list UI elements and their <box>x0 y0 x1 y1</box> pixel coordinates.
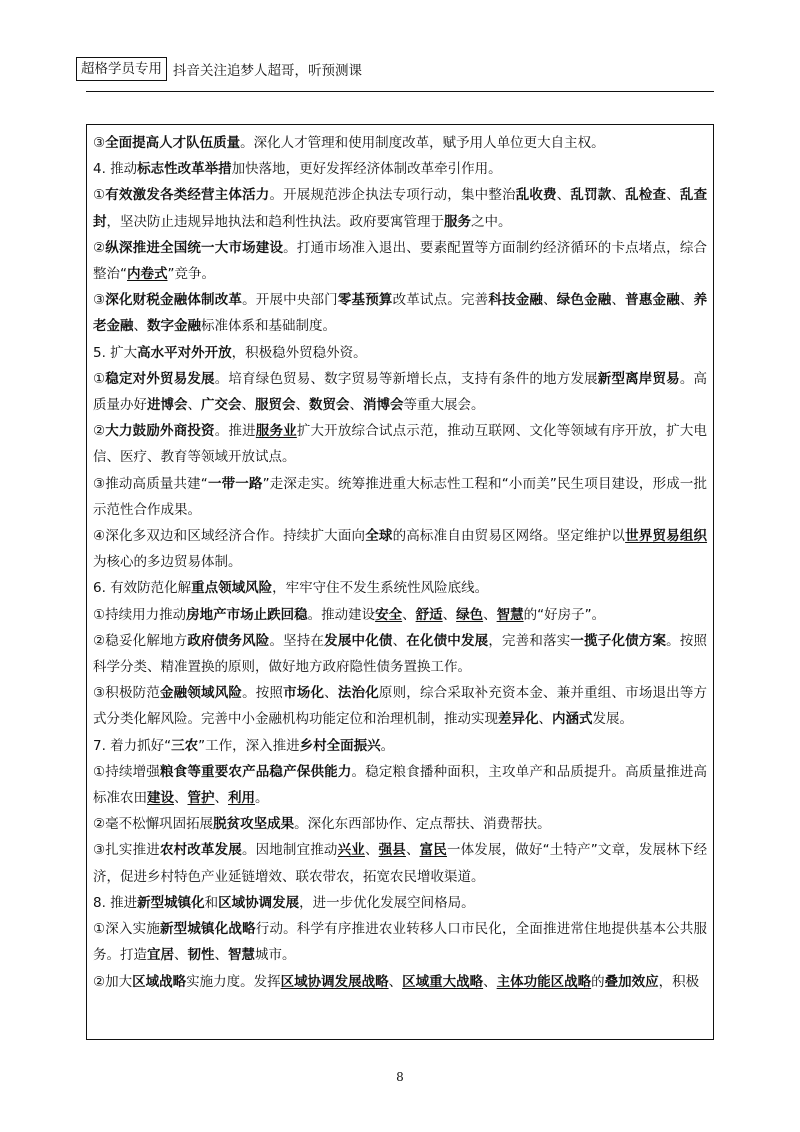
text-run: ② <box>93 423 106 440</box>
emphasis-underlined: 兴业 <box>337 842 365 859</box>
emphasis-bold: 数字金融 <box>147 318 201 335</box>
text-run: 实施力度。发挥 <box>186 973 281 990</box>
text-run: 原则，综合采取补充资本金、兼并重组、市场退出等方式分类化解风险。完善中小金融机构功能定位和治理机制，推动实现 <box>93 685 708 728</box>
paragraph <box>93 575 707 601</box>
text-run: 、 <box>402 606 416 623</box>
emphasis-bold <box>338 842 365 858</box>
text-run: 。培育绿色贸易、数字贸易等新增长点，支持有条件的地方发展 <box>214 370 598 387</box>
emphasis-bold: 法治化 <box>337 685 379 702</box>
text-run: 。高质量办好 <box>93 370 708 414</box>
emphasis-bold: 韧性 <box>187 947 215 964</box>
text-run: 发展。 <box>592 711 633 728</box>
text-run: 、 <box>556 187 571 204</box>
text-run: ②稳妥化解地方 <box>93 632 188 649</box>
text-run: 、 <box>324 685 338 702</box>
text-run: 、 <box>392 632 407 649</box>
text-run: 。 <box>380 737 395 754</box>
emphasis-bold: 三农 <box>171 737 199 754</box>
text-run: 、 <box>214 947 228 964</box>
emphasis-bold <box>127 266 168 282</box>
text-run: ② <box>93 239 106 256</box>
text-run: 、 <box>483 973 497 990</box>
emphasis-underlined: 管护 <box>187 790 215 807</box>
paragraph <box>93 235 707 287</box>
emphasis-bold: 零基预算 <box>337 292 393 309</box>
emphasis-bold: 广交会 <box>201 397 242 414</box>
text-run: 。稳定粮食播种面积，主攻单产和品质提升。高质量推进高标准农田 <box>93 763 707 807</box>
text-run: 加快落地，更好发挥经济体制改革牵引作用。 <box>231 161 502 178</box>
emphasis-bold: 大力鼓励外商投资 <box>105 423 215 440</box>
text-run: ，坚决防止违规异地执法和趋利性执法。政府要寓管理于 <box>106 213 444 230</box>
emphasis-underlined: 区域重大战略 <box>402 973 484 990</box>
paragraph <box>93 969 707 995</box>
emphasis-bold: 发展中化债 <box>324 632 393 649</box>
text-run: 。推动建设 <box>307 606 376 623</box>
emphasis-bold: 内涵式 <box>552 711 593 728</box>
text-run: 标准体系和基础制度。 <box>201 318 336 335</box>
emphasis-underlined: 建设 <box>147 790 174 807</box>
text-run: 。开展中央部门 <box>242 292 338 309</box>
emphasis-bold: 差异化 <box>498 711 539 728</box>
emphasis-bold: 深化财税金融体制改革 <box>105 292 243 309</box>
text-run: 8. 推进 <box>93 894 138 911</box>
paragraph <box>93 366 707 418</box>
emphasis-bold <box>375 607 402 623</box>
emphasis-underlined: 富民 <box>419 842 447 859</box>
text-run: 。打通市场准入退出、要素配置等方面制约经济循环的卡点堵点，综合整治“ <box>93 239 708 283</box>
emphasis-bold <box>416 607 443 623</box>
emphasis-bold: 乱罚款 <box>570 187 612 204</box>
emphasis-underlined: 世界贸易组织 <box>625 528 708 545</box>
emphasis-bold <box>147 790 174 806</box>
text-run: 。按照 <box>242 685 284 702</box>
emphasis-bold <box>379 842 406 858</box>
text-run: ，进一步优化发展空间格局。 <box>299 894 475 911</box>
paragraph <box>93 811 707 837</box>
emphasis-bold: 粮食等重要农产品稳产保供能力 <box>160 763 352 780</box>
paragraph <box>93 287 707 339</box>
text-run: ②毫不松懈巩固拓展 <box>93 816 214 833</box>
emphasis-underlined: 智慧 <box>496 606 524 623</box>
text-run: 等重大展会。 <box>403 397 485 414</box>
emphasis-underlined: 内卷式 <box>127 266 168 283</box>
emphasis-underlined: 服务业 <box>255 423 297 440</box>
text-run: 行动。科学有序推进农业转移人口市民化，全面推进常住地提供基本公共服务。打造 <box>93 921 708 964</box>
content-box <box>86 124 714 1040</box>
paragraph <box>93 340 707 366</box>
text-run: ①深入实施 <box>93 921 160 938</box>
emphasis-bold: 金融领域风险 <box>160 685 243 702</box>
emphasis-bold <box>456 607 483 623</box>
emphasis-bold <box>281 974 389 990</box>
emphasis-bold: 服贸会 <box>255 397 296 414</box>
paragraph <box>93 182 707 234</box>
emphasis-bold: 智慧 <box>228 947 255 964</box>
emphasis-bold: 科技金融 <box>488 292 544 309</box>
emphasis-bold: 宜居 <box>147 947 174 964</box>
page-header <box>76 56 362 82</box>
page-number: 8 <box>396 1070 404 1084</box>
text-run: ”走深走实。统筹推进重大标志性工程和“小而美”民生项目建设，形成一批示范性合作成果。 <box>93 475 708 518</box>
paragraph <box>93 837 707 889</box>
text-run: 、 <box>483 606 497 623</box>
text-run: 城市。 <box>255 947 296 964</box>
emphasis-bold <box>256 423 297 439</box>
text-run: ②加大 <box>93 973 133 990</box>
emphasis-bold: 数贸会 <box>309 397 350 414</box>
paragraph <box>93 680 707 732</box>
emphasis-bold: 新型城镇化 <box>137 894 205 911</box>
text-run: 5. 扩大 <box>93 344 138 361</box>
paragraph <box>93 759 707 811</box>
paragraph <box>93 471 707 523</box>
emphasis-bold: 高水平对外开放 <box>137 344 232 361</box>
text-run: 、 <box>174 947 188 964</box>
text-run: 6. 有效防范化解 <box>93 580 192 597</box>
emphasis-underlined: 利用 <box>228 790 255 807</box>
text-run: 4. 推动 <box>93 161 138 178</box>
text-run: ，牢牢守住不发生系统性风险底线。 <box>272 580 489 597</box>
text-run: 、 <box>214 790 228 807</box>
text-run: ③扎实推进 <box>93 842 160 859</box>
text-run: ①持续用力推动 <box>93 606 187 623</box>
emphasis-bold: 在化债中发展 <box>406 632 489 649</box>
paragraph <box>93 523 707 575</box>
text-run: 、 <box>666 187 680 204</box>
paragraph <box>93 890 707 916</box>
emphasis-bold: 消博会 <box>363 397 404 414</box>
emphasis-bold <box>228 790 255 806</box>
text-run: 扩大开放综合试点示范，推动互联网、文化等领域有序开放，扩大电信、医疗、教育等领域开放试点。 <box>93 423 708 466</box>
header-note: 抖音关注追梦人超哥，听预测课 <box>173 63 362 79</box>
paragraph <box>93 916 707 968</box>
text-run: 的 <box>591 973 605 990</box>
emphasis-bold: 新型城镇化战略 <box>160 921 256 938</box>
text-run: 、 <box>388 973 403 990</box>
member-badge: 超格学员专用 <box>76 57 167 81</box>
text-run: ③积极防范 <box>93 685 160 702</box>
emphasis-bold: 普惠金融 <box>625 292 680 309</box>
text-run: ”竞争。 <box>167 266 215 283</box>
emphasis-bold: 乡村全面振兴 <box>299 737 381 754</box>
emphasis-bold: 一揽子化债方案 <box>570 632 667 649</box>
paragraph <box>93 156 707 182</box>
text-run: 。坚持在 <box>269 632 325 649</box>
emphasis-bold: 标志性改革举措 <box>137 161 232 178</box>
emphasis-bold: 重点领域风险 <box>191 580 273 597</box>
emphasis-bold: 市场化 <box>283 685 325 702</box>
emphasis-bold: 新型离岸贸易 <box>597 370 680 387</box>
text-run: 。开展规范涉企执法专项行动，集中整治 <box>269 187 516 204</box>
emphasis-bold: 农村改革发展 <box>159 842 242 859</box>
text-run: ③推动高质量共建“ <box>93 475 208 492</box>
emphasis-bold <box>420 842 447 858</box>
emphasis-bold: 区域协调发展 <box>218 894 300 911</box>
emphasis-bold: 政府债务风险 <box>187 632 270 649</box>
emphasis-bold: 养老金融 <box>93 292 708 335</box>
emphasis-bold: 乱收费 <box>515 187 557 204</box>
text-run: 、 <box>364 842 379 859</box>
text-run: 的“好房子”。 <box>523 606 606 623</box>
emphasis-bold: 乱查封 <box>93 187 708 230</box>
text-run: ① <box>93 187 106 204</box>
text-run: 。深化东西部协作、定点帮扶、消费帮扶。 <box>294 816 551 833</box>
text-run: 和 <box>204 894 219 911</box>
text-run: ，积极 <box>658 973 700 990</box>
paragraph <box>93 602 707 628</box>
emphasis-underlined: 绿色 <box>456 606 484 623</box>
text-run: 改革试点。完善 <box>392 292 489 309</box>
text-run: 、 <box>187 397 201 414</box>
text-run: 。 <box>255 790 269 807</box>
text-run: ① <box>93 370 106 387</box>
text-run: 、 <box>442 606 457 623</box>
emphasis-bold: 稳定对外贸易发展 <box>105 370 215 387</box>
text-run: 之中。 <box>471 213 512 230</box>
emphasis-bold <box>497 607 524 623</box>
text-run: 。深化人才管理和使用制度改革，赋予用人单位更大自主权。 <box>240 135 605 151</box>
emphasis-underlined: 安全 <box>375 606 403 623</box>
paragraph <box>93 130 707 156</box>
text-run: 、 <box>611 292 626 309</box>
text-run: 一体发展，做好“土特产”文章，发展林下经济，促进乡村特色产业延链增效、联农带农，拓宽农民增收渠道。 <box>93 842 708 885</box>
text-run: ④深化多双边和区域经济合作。持续扩大面向 <box>93 528 366 545</box>
emphasis-underlined: 强县 <box>378 842 406 859</box>
emphasis-bold: 房地产市场止跌回稳 <box>186 606 308 623</box>
text-run: 、 <box>241 397 255 414</box>
text-run: 7. 着力抓好“ <box>93 737 172 754</box>
emphasis-bold: 一带一路 <box>207 475 263 492</box>
paragraph <box>93 418 707 470</box>
text-run: 、 <box>538 711 552 728</box>
emphasis-bold <box>402 974 483 990</box>
emphasis-bold <box>497 974 592 990</box>
header-divider <box>86 91 714 92</box>
text-run: 、 <box>405 842 420 859</box>
text-run: 、 <box>679 292 694 309</box>
text-run: 为核心的多边贸易体制。 <box>93 554 242 571</box>
text-run: ，完善和落实 <box>488 632 571 649</box>
text-run: 的高标准自由贸易区网络。坚定维护以 <box>392 528 626 545</box>
text-run: ③ <box>93 292 106 309</box>
emphasis-bold: 全球 <box>365 528 393 545</box>
text-run: 。按照科学分类、精准置换的原则，做好地方政府隐性债务置换工作。 <box>93 632 708 676</box>
emphasis-bold: 进博会 <box>147 397 188 414</box>
emphasis-bold: 纵深推进全国统一大市场建设 <box>105 239 284 256</box>
text-run: ，积极稳外贸稳外资。 <box>231 344 367 361</box>
text-run: ”工作，深入推进 <box>198 737 300 754</box>
emphasis-underlined: 主体功能区战略 <box>496 973 592 990</box>
emphasis-bold: 有效激发各类经营主体活力 <box>105 187 270 204</box>
emphasis-bold: 脱贫攻坚成果 <box>213 816 295 833</box>
emphasis-bold: 叠加效应 <box>604 973 659 990</box>
text-run: 、 <box>543 292 557 309</box>
emphasis-bold <box>625 528 707 544</box>
emphasis-bold: 全面提高人才队伍质量 <box>105 135 241 151</box>
text-run: 、 <box>611 187 626 204</box>
emphasis-bold: 区域战略 <box>132 973 187 990</box>
text-run: 。推进 <box>214 423 256 440</box>
text-run: ③ <box>93 135 106 151</box>
text-run: ①持续增强 <box>93 763 160 780</box>
emphasis-bold <box>188 790 215 806</box>
emphasis-bold: 乱检查 <box>625 187 667 204</box>
text-run: 、 <box>174 790 188 807</box>
text-run: 、 <box>349 397 363 414</box>
text-run: 、 <box>295 397 309 414</box>
emphasis-underlined: 舒适 <box>415 606 443 623</box>
emphasis-bold: 绿色金融 <box>556 292 612 309</box>
paragraph <box>93 733 707 759</box>
text-run: 。因地制宜推动 <box>241 842 338 859</box>
paragraph <box>93 628 707 680</box>
emphasis-underlined: 区域协调发展战略 <box>280 973 389 990</box>
emphasis-bold: 服务 <box>444 213 471 230</box>
text-run: 、 <box>133 318 147 335</box>
